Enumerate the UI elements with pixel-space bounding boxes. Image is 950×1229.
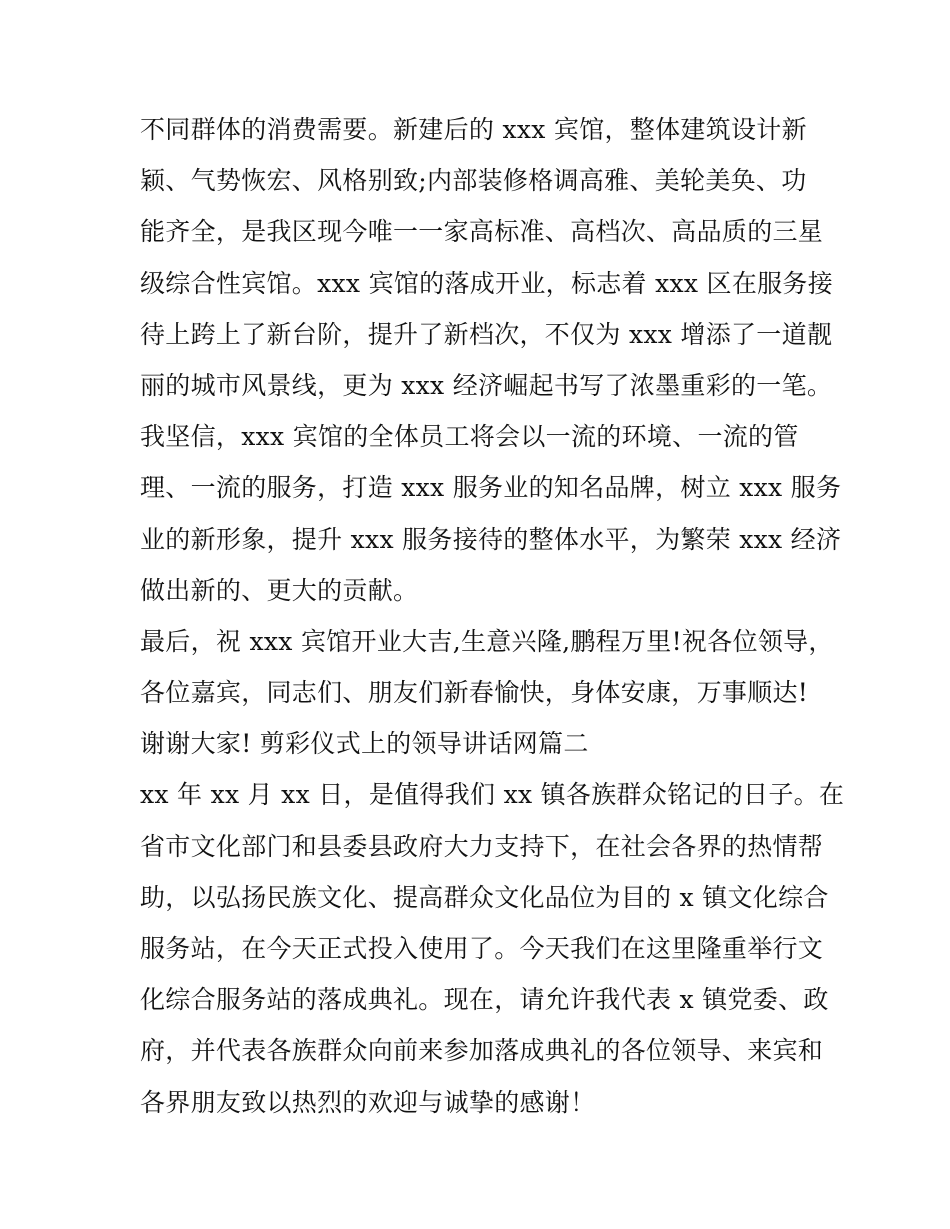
text-line: 待上跨上了新台阶，提升了新档次，不仅为 xxx 增添了一道靓 (140, 319, 833, 349)
text-line: 丽的城市风景线，更为 xxx 经济崛起书写了浓墨重彩的一笔。 (140, 370, 833, 400)
text-line: xx 年 xx 月 xx 日，是值得我们 xx 镇各族群众铭记的日子。在 (140, 780, 845, 810)
text-line: 助，以弘扬民族文化、提高群众文化品位为目的 x 镇文化综合 (140, 882, 829, 912)
body-text (140, 104, 845, 1128)
text-line: 不同群体的消费需要。新建后的 xxx 宾馆，整体建筑设计新 (140, 115, 807, 144)
text-line: 业的新形象，提升 xxx 服务接待的整体水平，为繁荣 xxx 经济 (140, 524, 842, 554)
section-heading: 谢谢大家! 剪彩仪式上的领导讲话网篇二 (140, 729, 589, 759)
text-line: 各位嘉宾，同志们、朋友们新春愉快，身体安康，万事顺达! (140, 678, 809, 708)
text-line: 服务站，在今天正式投入使用了。今天我们在这里隆重举行文 (140, 934, 824, 963)
text-line: 府，并代表各族群众向前来参加落成典礼的各位领导、来宾和 (140, 1036, 824, 1066)
text-line: 省市文化部门和县委县政府大力支持下，在社会各界的热情帮 (140, 831, 824, 861)
text-line: 级综合性宾馆。xxx 宾馆的落成开业，标志着 xxx 区在服务接 (140, 268, 834, 298)
text-line: 我坚信，xxx 宾馆的全体员工将会以一流的环境、一流的管 (140, 422, 799, 452)
text-line: 最后，祝 xxx 宾馆开业大吉,生意兴隆,鹏程万里!祝各位领导， (140, 626, 834, 656)
text-line: 颖、气势恢宏、风格别致;内部装修格调高雅、美轮美奂、功 (140, 166, 807, 196)
text-line: 理、一流的服务，打造 xxx 服务业的知名品牌，树立 xxx 服务 (140, 473, 842, 503)
text-line: 做出新的、更大的贡献。 (140, 575, 419, 605)
text-line: 能齐全，是我区现今唯一一家高标准、高档次、高品质的三星 (140, 217, 824, 247)
text-line: 化综合服务站的落成典礼。现在，请允许我代表 x 镇党委、政 (140, 985, 829, 1015)
text-line: 各界朋友致以热烈的欢迎与诚挚的感谢！ (140, 1087, 596, 1117)
